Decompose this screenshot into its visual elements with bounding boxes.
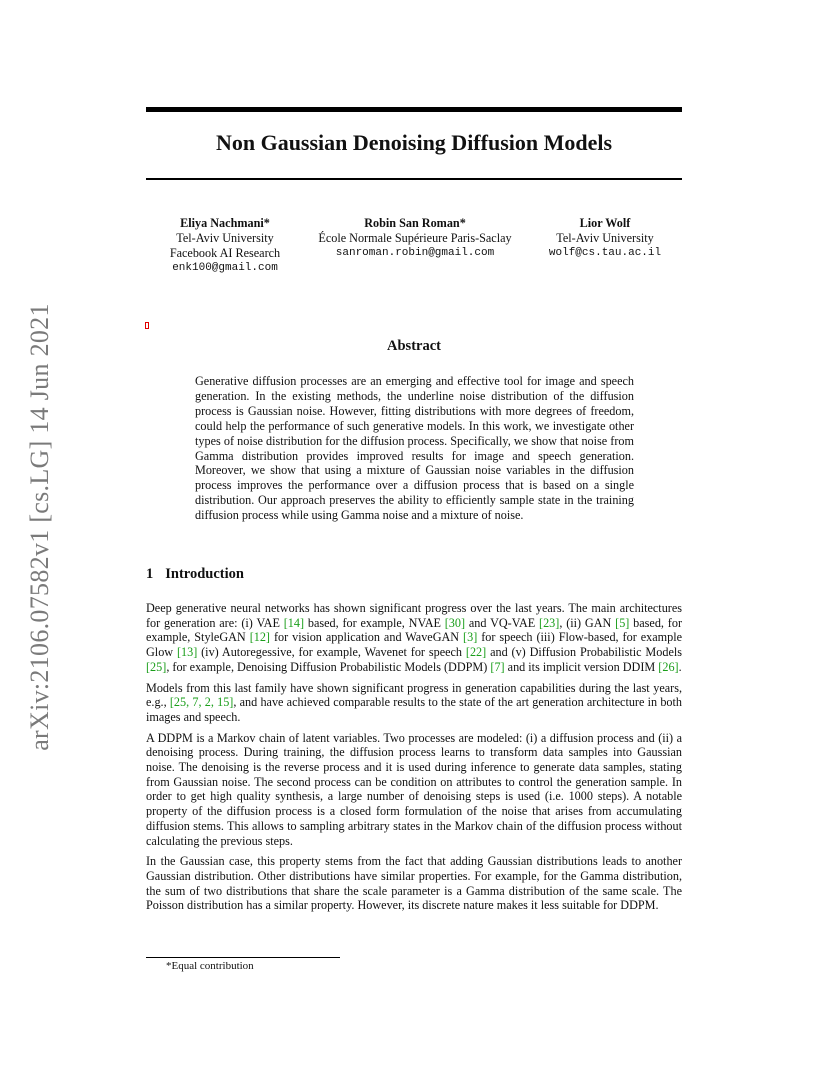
abstract-text: Generative diffusion processes are an emerging and effective tool for image and speech generation. In the existing methods, the underline noise distribution of the diffusion process is Gaussian noise. However, fitting distributions with more degrees of freedom, could help the performance of such generative models. In this work, we investigate other types of noise distribution for the diffusion process. Specifically, we show that noise from Gamma distribution provides improved results for image and speech generation. Moreover, we show that using a mixture of Gaussian noise variables in the diffusion process improves the performance over a diffusion process that is based on a single distribution. Our approach preserves the ability to efficiently sample state in the training diffusion process while using Gamma noise and a mixture of noise. <box>195 374 634 523</box>
author-block <box>150 216 300 276</box>
paragraph-text: based, for example, StyleGAN <box>146 615 682 645</box>
section-number: 1 <box>146 566 154 582</box>
paragraph-text: based, for example, NVAE <box>304 615 445 630</box>
citation-link[interactable]: [25] <box>146 659 167 674</box>
author-email[interactable]: wolf@cs.tau.ac.il <box>548 247 662 259</box>
arxiv-identifier: arXiv:2106.07582v1 [cs.LG] 14 Jun 2021 <box>25 303 55 751</box>
section-heading <box>146 566 244 583</box>
citation-link[interactable]: [14] <box>283 615 305 630</box>
paragraph-text: , and have achieved comparable results to the state of the art generation architecture in both images and speech. <box>146 695 682 724</box>
paragraph-text: In the Gaussian case, this property stems from the fact that adding Gaussian distributions leads to another Gaussian distribution. Other distributions have similar properties. For example, for the Gamma distribution, the sum of two distributions that share the scale parameter is a Gamma distribution of the same scale. The Poisson distribution has a similar property. However, its discrete nature makes it less suitable for DDPM. <box>146 854 682 913</box>
paragraph-text: . <box>678 659 682 674</box>
paragraph-text: for vision application and WaveGAN <box>270 630 464 645</box>
title-rule-top <box>146 107 682 112</box>
author-affiliation: Tel-Aviv University <box>556 231 654 245</box>
paragraph-text: A DDPM is a Markov chain of latent variables. Two processes are modeled: (i) a diffusion process and (ii) a denoising process. During training, the diffusion process learns to transform data samples into Gaussian noise. The denoising is the reverse process and it is used during inference to generate data samples, stating from Gaussian noise. The second process can be condition on attributes to control the generation sample. In order to get high quality synthesis, a large number of denoising steps is used (i.e. 1000 steps). A notable property of the diffusion process is a closed form formulation of the noise that arises from accumulating diffusion stems. This allows to sampling arbitrary states in the Markov chain of the diffusion process without calculating the previous steps. <box>146 730 682 848</box>
abstract-heading: Abstract <box>387 338 441 354</box>
section-title: Introduction <box>165 566 244 582</box>
paragraph <box>146 681 682 725</box>
introduction-body <box>146 601 682 919</box>
paragraph <box>146 601 682 675</box>
citation-link[interactable]: [3] <box>463 630 478 645</box>
paragraph <box>146 854 682 913</box>
paragraph-text: (iv) Autoregessive, for example, Wavenet for speech <box>197 645 466 660</box>
author-affiliation: École Normale Supérieure Paris-Saclay <box>318 231 512 245</box>
author-name: Robin San Roman* <box>364 216 466 230</box>
paragraph-text: Deep generative neural networks has shown significant progress over the last years. The main architectures for generation are: (i) VAE <box>146 601 682 630</box>
citation-link[interactable]: [25, 7, 2, 15] <box>169 695 234 710</box>
author-name: Eliya Nachmani* <box>180 216 270 230</box>
author-block <box>300 216 530 261</box>
paper-title: Non Gaussian Denoising Diffusion Models <box>215 130 613 155</box>
citation-link[interactable]: [13] <box>176 645 198 660</box>
author-affiliation: Facebook AI Research <box>169 246 281 260</box>
annotation-marker <box>145 322 149 329</box>
paragraph <box>146 731 682 849</box>
author-email[interactable]: sanroman.robin@gmail.com <box>335 247 495 259</box>
paragraph-text: for speech (iii) Flow-based, for example Glow <box>146 630 682 660</box>
paragraph-text: and its implicit version DDIM <box>504 659 659 674</box>
title-rule-bottom <box>146 178 682 180</box>
paragraph-text: Models from this last family have shown significant progress in generation capabilities during the last years, e.g., <box>146 680 682 710</box>
arxiv-sidebar <box>18 292 62 762</box>
author-block <box>534 216 676 261</box>
paragraph-text: and (v) Diffusion Probabilistic Models <box>486 645 682 660</box>
author-affiliation: Tel-Aviv University <box>176 231 274 245</box>
citation-link[interactable]: [23] <box>539 615 560 630</box>
citation-link[interactable]: [30] <box>444 615 466 630</box>
citation-link[interactable]: [5] <box>615 615 630 630</box>
paragraph-text: , (ii) GAN <box>559 615 616 630</box>
citation-link[interactable]: [26] <box>658 659 679 674</box>
author-name: Lior Wolf <box>579 216 631 230</box>
paragraph-text: , for example, Denoising Diffusion Probabilistic Models (DDPM) <box>166 659 491 674</box>
footnote: *Equal contribution <box>166 960 254 972</box>
author-email[interactable]: enk100@gmail.com <box>172 262 278 274</box>
citation-link[interactable]: [12] <box>249 630 270 645</box>
citation-link[interactable]: [22] <box>465 645 487 660</box>
footnote-rule <box>146 957 340 958</box>
paragraph-text: and VQ-VAE <box>465 615 540 630</box>
citation-link[interactable]: [7] <box>490 659 505 674</box>
